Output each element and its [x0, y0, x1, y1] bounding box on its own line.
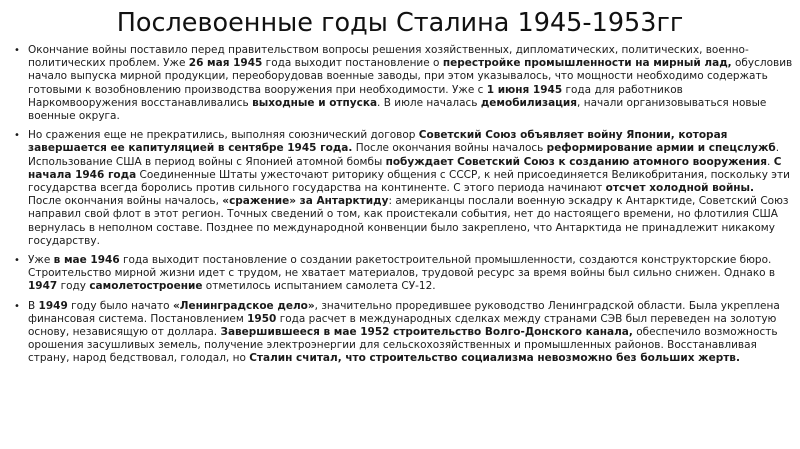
- text-run: Окончание войны поставило перед правительством вопросы решения хозяйственных, дипломатических, политических, военно-политических проблем. Уже: [28, 44, 749, 70]
- bullet-dot-icon: •: [14, 300, 20, 312]
- bold-text-run: реформирование армии и спецслужб: [546, 142, 776, 155]
- bold-text-run: 1950: [247, 312, 277, 325]
- text-run: Соединенные Штаты ужесточают риторику общения с СССР, к ней присоединяется Великобритания, поскольку эти государства всегда боролись против сильного государства на континенте. С этого периода начинают: [28, 168, 790, 195]
- text-run: После окончания войны началось: [352, 142, 547, 155]
- text-run: . Использование США в период войны с Японией атомной бомбы: [28, 142, 780, 168]
- text-run: Уже: [28, 254, 54, 267]
- bullet-item: [14, 254, 794, 294]
- bold-text-run: отсчет холодной войны.: [605, 182, 755, 195]
- bold-text-run: 26 мая 1945: [188, 57, 263, 70]
- text-run: года расчет в международных сделках между странами СЭВ был переведен на золотую основу, независящую от доллара.: [28, 312, 777, 339]
- text-run: Но сражения еще не прекратились, выполняя союзнический договор: [28, 129, 419, 142]
- text-run: году было начато: [67, 299, 173, 312]
- text-run: года выходит постановление о: [262, 57, 443, 70]
- text-run: : американцы послали военную эскадру к Антарктиде, Советский Союз направил свой флот в этот регион. Точных сведений о том, как проистекали события, нет до настоящего времени, но флотилия США вернулась в неполном составе. Позднее по международной конвенции было закреплено, что Антарктида не принадлежит никакому государству.: [28, 195, 789, 247]
- bullet-paragraph: [28, 129, 794, 195]
- text-run: года выходит постановление о создании ракетостроительной промышленности, создаются конструкторские бюро. Строительство мирной жизни идет с трудом, не хватает материалов, трудовой ресурс за время войны был сильно снижен. Однако в: [28, 254, 776, 280]
- bullet-paragraph: [28, 44, 794, 123]
- bold-text-run: С начала 1946 года: [28, 155, 782, 181]
- slide-title: Послевоенные годы Сталина 1945-1953гг: [116, 8, 684, 38]
- bold-text-run: «сражение» за Антарктиду: [222, 195, 389, 208]
- bold-text-run: самолетостроение: [89, 280, 203, 293]
- bullet-paragraph: [28, 254, 794, 294]
- bold-text-run: выходные и отпуска: [252, 96, 378, 109]
- bold-text-run: Сталин считал, что строительство социализма невозможно без больших жертв.: [249, 352, 740, 365]
- bullet-dot-icon: •: [14, 130, 20, 142]
- bold-text-run: 1949: [38, 299, 68, 312]
- bold-text-run: демобилизация: [480, 96, 578, 109]
- bold-text-run: 1 июня 1945: [486, 83, 563, 96]
- text-run: обеспечило возможность орошения засушливых земель, получение электроэнергии для сельскохозяйственных и промышленных районов. Восстанавливая страну, народ бедствовал, голодал, но: [28, 326, 778, 365]
- bold-text-run: перестройке промышленности на мирный лад,: [442, 57, 732, 70]
- text-run: .: [767, 155, 774, 168]
- bold-text-run: Завершившееся в мае 1952 строительство Волго-Донского канала,: [220, 326, 633, 339]
- bold-text-run: Советский Союз объявляет войну Японии, которая завершается ее капитуляцией в сентябре 1945 года.: [28, 129, 728, 155]
- bullet-item: [14, 300, 794, 366]
- bullet-item: [14, 44, 794, 123]
- text-run: года для работников Наркомвооружения восстанавливались: [28, 83, 683, 109]
- bullet-dot-icon: •: [14, 255, 20, 267]
- bullet-dot-icon: •: [14, 45, 20, 56]
- text-run: обусловив начало выпуска мирной продукции, переоборудовав военные заводы, при этом указывалось, что мощности необходимо содержать готовыми к возобновлению производства вооружения при необходимости. Уже с: [28, 57, 793, 96]
- bold-text-run: в мае 1946: [53, 254, 120, 267]
- text-run: отметилось испытанием самолета СУ-12.: [202, 280, 436, 293]
- text-run: году: [57, 280, 90, 293]
- bullet-paragraph: [28, 300, 794, 366]
- bold-text-run: 1947: [28, 280, 58, 293]
- text-run: После окончания войны началось,: [28, 195, 223, 208]
- text-run: , начали организовываться новые военные округа.: [28, 96, 767, 123]
- text-run: , значительно проредившее руководство Ленинградской области. Была укреплена финансовая система. Постановлением: [28, 299, 780, 325]
- bold-text-run: «Ленинградское дело»: [172, 299, 315, 312]
- bullet-paragraph: [28, 195, 794, 248]
- bullet-item: [14, 129, 794, 248]
- bold-text-run: побуждает Советский Союз к созданию атомного вооружения: [385, 155, 767, 168]
- text-run: В: [28, 299, 39, 312]
- slide-body: [14, 44, 794, 372]
- text-run: . В июле началась: [377, 96, 481, 109]
